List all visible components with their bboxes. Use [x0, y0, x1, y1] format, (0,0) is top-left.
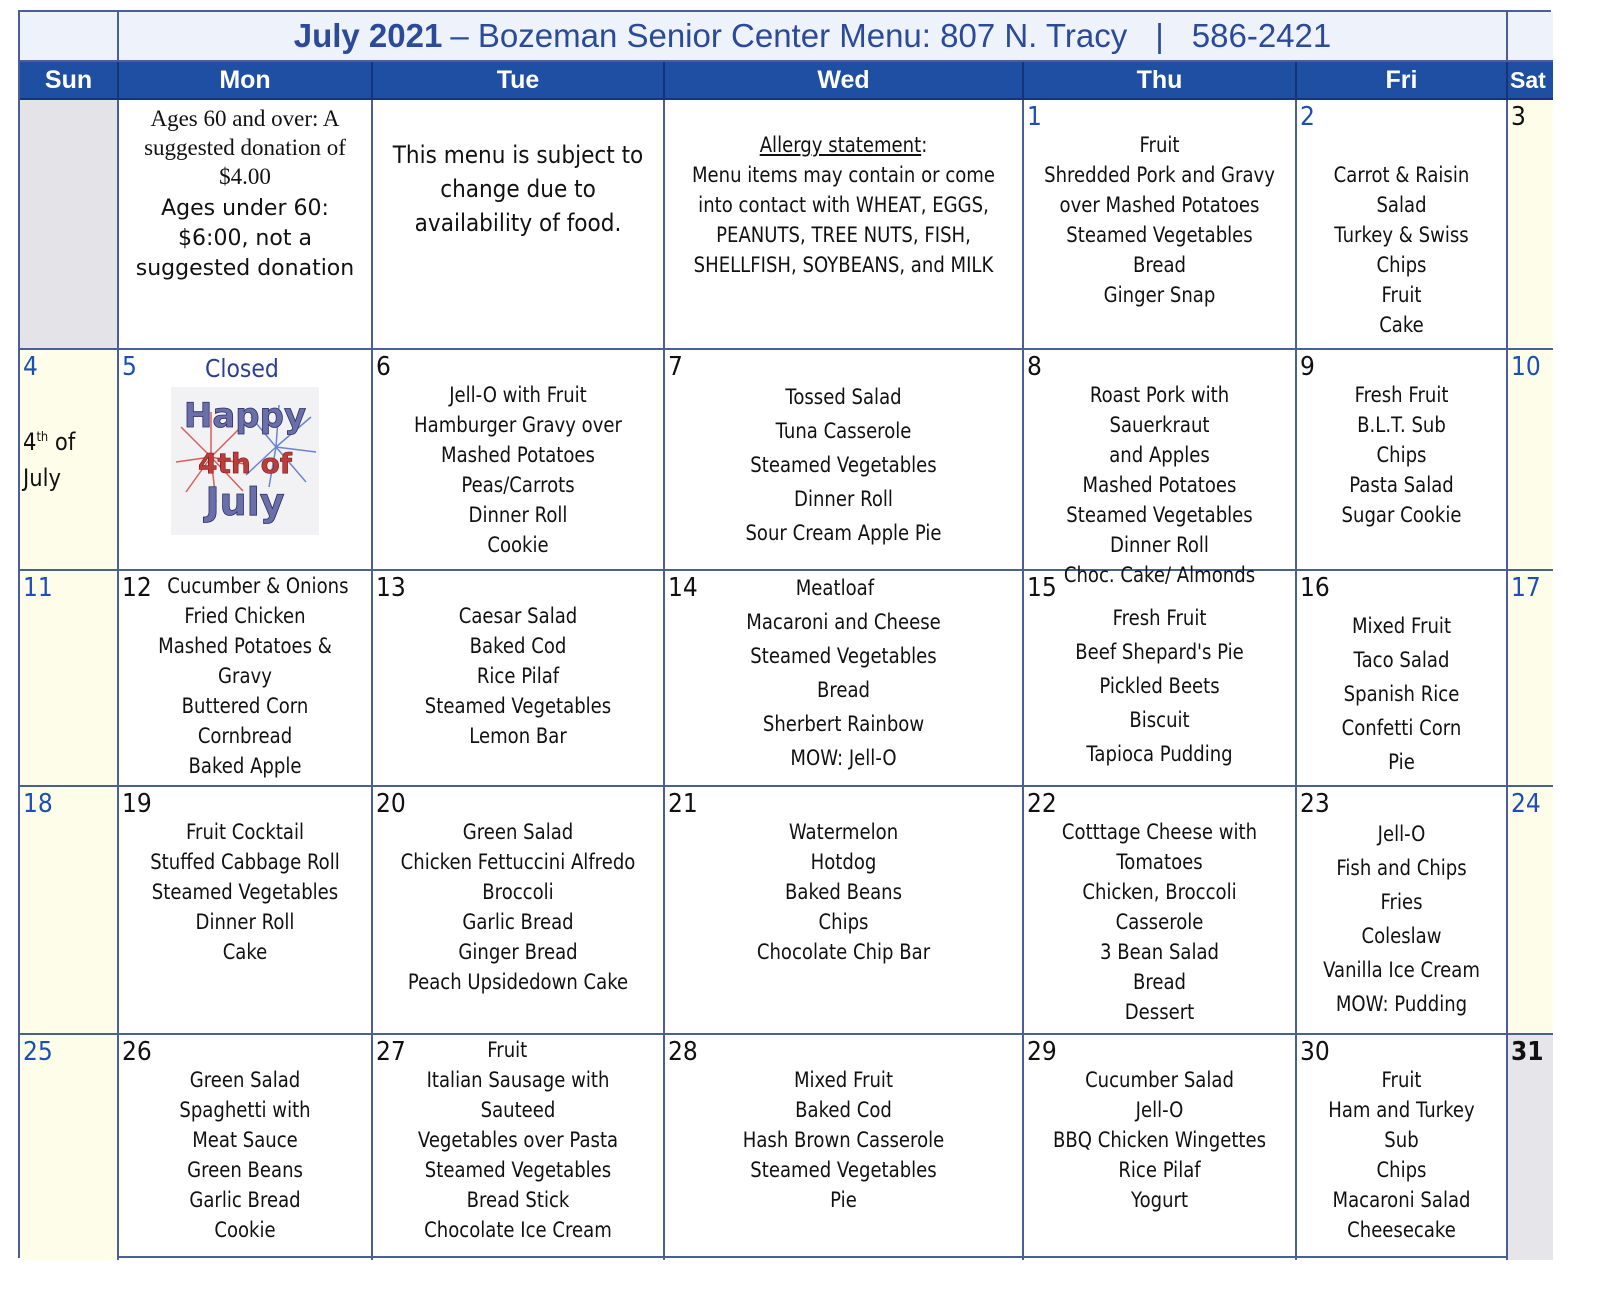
menu-item: Jell-O: [1377, 822, 1426, 846]
day-cell: [119, 1035, 373, 1260]
holiday-label: [23, 420, 75, 496]
menu-item: Sherbert Rainbow: [762, 712, 925, 736]
menu-item: over Mashed Potatoes: [1059, 193, 1260, 217]
day-header-sun: Sun: [20, 62, 119, 100]
menu-item: Hamburger Gravy over: [414, 413, 622, 437]
menu-item: Fried Chicken: [184, 604, 306, 628]
menu-items: [1043, 817, 1276, 1027]
allergy-statement: Menu items may contain or come into contact with WHEAT, EGGS, PEANUTS, TREE NUTS, FISH, SHELLFISH, SOYBEANS, and MILK: [691, 163, 996, 277]
allergy-cell: [665, 100, 1024, 350]
menu-item: Stuffed Cabbage Roll: [150, 850, 340, 874]
title-text: – Bozeman Senior Center Menu: 807 N. Tracy: [450, 17, 1128, 54]
day-number: 4: [23, 352, 38, 382]
menu-item: Lemon Bar: [469, 724, 567, 748]
menu-item: Macaroni Salad: [1332, 1188, 1471, 1212]
title-corner-left: [20, 12, 119, 62]
menu-item: Broccoli: [482, 880, 554, 904]
menu-item: Green Salad: [189, 1068, 301, 1092]
menu-item: B.L.T. Sub: [1357, 413, 1446, 437]
menu-item: Chips: [818, 910, 869, 934]
menu-item: Vegetables over Pasta: [417, 1128, 619, 1152]
menu-item: Fruit: [1381, 283, 1422, 307]
menu-item: MOW: Jell-O: [790, 746, 897, 770]
fireworks-icon: [171, 387, 319, 535]
menu-item: Biscuit: [1129, 708, 1190, 732]
donation-over-60: Ages 60 and over: A suggested donation of $4.00: [144, 106, 346, 189]
menu-item: Dinner Roll: [794, 487, 893, 511]
day-cell: [665, 787, 1024, 1035]
menu-item: Jell-O: [1135, 1098, 1184, 1122]
menu-item: Caesar Salad: [458, 604, 578, 628]
menu-items: [393, 380, 642, 560]
day-cell: [1297, 787, 1508, 1035]
image-text-line-3: July: [205, 480, 285, 524]
menu-item: Mashed Potatoes: [1082, 473, 1237, 497]
menu-item: Bread Stick: [466, 1188, 570, 1212]
menu-items-rest: [393, 1065, 642, 1245]
menu-item: Rice Pilaf: [1118, 1158, 1201, 1182]
day-header-sat: Sat: [1508, 62, 1553, 100]
menu-item: Hotdog: [810, 850, 877, 874]
menu-items-rest: [137, 601, 354, 781]
menu-item: and Apples: [1109, 443, 1210, 467]
menu-item: Baked Apple: [188, 754, 302, 778]
day-number: 8: [1027, 352, 1042, 382]
menu-item: Mashed Potatoes: [441, 443, 595, 467]
menu-item: Mixed Fruit: [793, 1068, 894, 1092]
menu-items: [690, 817, 997, 967]
menu-item: Chips: [1376, 443, 1427, 467]
day-header-wed: Wed: [665, 62, 1024, 100]
menu-items: [137, 1065, 354, 1245]
menu-item: Fries: [1380, 890, 1423, 914]
menu-item: Fresh Fruit: [1354, 383, 1449, 407]
menu-item: Cheesecake: [1347, 1218, 1456, 1242]
page-title: [119, 12, 1508, 62]
menu-items-rest: [690, 605, 997, 775]
menu-item: Fruit: [1139, 133, 1180, 157]
holiday-label-of: of: [48, 428, 76, 456]
menu-item: Cornbread: [197, 724, 293, 748]
day-number: 2: [1300, 102, 1315, 132]
day-cell: [665, 571, 1024, 787]
menu-item: Tomatoes: [1116, 850, 1203, 874]
menu-item: Cookie: [487, 533, 549, 557]
menu-item: Bread: [1132, 970, 1187, 994]
day-number: 16: [1300, 573, 1330, 603]
menu-item: Steamed Vegetables: [1066, 503, 1253, 527]
day-cell: [1508, 350, 1553, 571]
menu-item: Cucumber Salad: [1085, 1068, 1234, 1092]
menu-item: Baked Cod: [469, 634, 567, 658]
menu-change-notice: This menu is subject to change due to availability of food.: [392, 141, 644, 237]
day-number: 19: [122, 789, 152, 819]
menu-item: Fruit Cocktail: [185, 820, 305, 844]
day-number: 28: [668, 1037, 698, 1067]
donation-info-cell: [119, 100, 373, 350]
menu-item: Pasta Salad: [1349, 473, 1454, 497]
menu-item: Carrot & Raisin Salad: [1333, 163, 1470, 217]
menu-item: Steamed Vegetables: [424, 1158, 612, 1182]
menu-item: Choc. Cake/ Almonds: [1063, 563, 1256, 587]
menu-item: Chicken, Broccoli Casserole: [1082, 880, 1237, 934]
day-cell: [119, 571, 373, 787]
menu-item: MOW: Pudding: [1335, 992, 1468, 1016]
menu-item: Steamed Vegetables: [151, 880, 339, 904]
day-number: 25: [23, 1037, 53, 1067]
menu-items: [137, 817, 354, 967]
menu-item: Shredded Pork and Gravy: [1044, 163, 1275, 187]
menu-item: Baked Beans: [784, 880, 903, 904]
menu-item: Dessert: [1124, 1000, 1195, 1024]
menu-item: Chocolate Ice Cream: [424, 1218, 612, 1242]
phone-number: 586-2421: [1191, 17, 1332, 54]
day-number: 23: [1300, 789, 1330, 819]
day-cell: [20, 1035, 119, 1260]
menu-item: Tapioca Pudding: [1086, 742, 1233, 766]
menu-item: Chips: [1376, 1158, 1427, 1182]
menu-item: Steamed Vegetables: [750, 453, 937, 477]
menu-change-cell: [373, 100, 665, 350]
day-number: 27: [376, 1037, 406, 1067]
menu-item: Vanilla Ice Cream: [1323, 958, 1480, 982]
menu-items: [1043, 1065, 1276, 1215]
menu-item: Italian Sausage with Sauteed: [426, 1068, 610, 1122]
day-number: 30: [1300, 1037, 1330, 1067]
image-text-line-1: Happy: [183, 396, 307, 436]
menu-items: [1312, 1065, 1492, 1245]
holiday-label-july: July: [23, 464, 61, 492]
day-cell: [1297, 100, 1508, 350]
day-number: 10: [1511, 352, 1541, 382]
menu-item: Meat Sauce: [192, 1128, 298, 1152]
day-cell: [119, 350, 373, 571]
menu-item: Mixed Fruit: [1351, 614, 1452, 638]
day-number: 3: [1511, 102, 1526, 132]
menu-item: Pie: [830, 1188, 857, 1212]
menu-item: Dinner Roll: [468, 503, 568, 527]
empty-cell: [20, 100, 119, 350]
menu-item: Dinner Roll: [1110, 533, 1209, 557]
menu-item: Beef Shepard's Pie: [1075, 640, 1244, 664]
menu-item: Pie: [1388, 750, 1415, 774]
day-number: 15: [1027, 573, 1057, 603]
menu-calendar: [18, 10, 1551, 1258]
day-number: 26: [122, 1037, 152, 1067]
allergy-title: Allergy statement: [759, 133, 922, 157]
menu-item: Garlic Bread: [462, 910, 574, 934]
menu-items: [137, 571, 354, 781]
day-cell: [1508, 571, 1553, 787]
day-cell: [20, 787, 119, 1035]
menu-item: Confetti Corn: [1341, 716, 1462, 740]
day-number: 31: [1511, 1037, 1544, 1067]
menu-item: Steamed Vegetables: [750, 644, 937, 668]
menu-item: Steamed Vegetables: [750, 1158, 937, 1182]
day-cell: [665, 1035, 1024, 1260]
day-header-thu: Thu: [1024, 62, 1297, 100]
day-cell: [1297, 571, 1508, 787]
menu-item: Cake: [222, 940, 268, 964]
day-cell: [20, 571, 119, 787]
menu-items: [690, 1065, 997, 1215]
menu-item: Fish and Chips: [1336, 856, 1467, 880]
day-number: 12: [122, 573, 152, 603]
menu-item: Rice Pilaf: [476, 664, 560, 688]
menu-item: Sugar Cookie: [1341, 503, 1462, 527]
day-cell: [1508, 787, 1553, 1035]
day-number: 6: [376, 352, 391, 382]
menu-items: [393, 1035, 642, 1245]
menu-item: Ham and Turkey Sub: [1328, 1098, 1475, 1152]
day-number: 5: [122, 352, 137, 382]
menu-item: Spaghetti with: [179, 1098, 311, 1122]
menu-items: [690, 380, 997, 550]
menu-item: Chocolate Chip Bar: [756, 940, 931, 964]
title-corner-right: [1508, 12, 1553, 62]
day-cell: [373, 787, 665, 1035]
menu-item: Green Beans: [187, 1158, 303, 1182]
menu-items: [1312, 609, 1492, 779]
day-number: 7: [668, 352, 683, 382]
menu-item: Watermelon: [788, 820, 899, 844]
menu-item: Steamed Vegetables: [1066, 223, 1253, 247]
menu-item: Macaroni and Cheese: [746, 610, 941, 634]
holiday-label-4: 4: [23, 428, 37, 456]
menu-item: Bread: [1132, 253, 1187, 277]
menu-item: Jell-O with Fruit: [449, 383, 587, 407]
menu-item: Dinner Roll: [195, 910, 295, 934]
menu-item: Tossed Salad: [785, 385, 902, 409]
menu-items: [393, 601, 642, 751]
menu-item: Fresh Fruit: [1112, 606, 1207, 630]
day-number: 11: [23, 573, 53, 603]
day-number: 21: [668, 789, 698, 819]
menu-items: [1312, 160, 1492, 340]
menu-item: Sour Cream Apple Pie: [745, 521, 942, 545]
image-text-line-2: 4th of: [198, 447, 292, 480]
menu-item: Turkey & Swiss: [1334, 223, 1469, 247]
day-cell: [1024, 571, 1297, 787]
menu-item: Peas/Carrots: [461, 473, 575, 497]
closed-label: Closed: [205, 354, 279, 383]
menu-item: Ginger Bread: [458, 940, 578, 964]
day-cell: [373, 571, 665, 787]
menu-item: Green Salad: [462, 820, 574, 844]
menu-items: [1043, 601, 1276, 771]
day-cell: [373, 350, 665, 571]
day-cell: [1024, 787, 1297, 1035]
day-number: 14: [668, 573, 698, 603]
menu-item: Baked Cod: [795, 1098, 892, 1122]
day-number: 22: [1027, 789, 1057, 819]
day-number: 18: [23, 789, 53, 819]
day-header-fri: Fri: [1297, 62, 1508, 100]
happy-4th-of-july-image: [171, 387, 319, 535]
day-number: 17: [1511, 573, 1541, 603]
menu-item: Cookie: [214, 1218, 276, 1242]
menu-item: Cake: [1379, 313, 1424, 337]
day-number: 29: [1027, 1037, 1057, 1067]
menu-items: [393, 817, 642, 997]
menu-item: Chicken Fettuccini Alfredo: [400, 850, 636, 874]
day-cell: [1024, 100, 1297, 350]
menu-item: Fruit: [1381, 1068, 1422, 1092]
menu-item: Garlic Bread: [189, 1188, 301, 1212]
menu-items: [1043, 380, 1276, 590]
day-cell: [1024, 350, 1297, 587]
menu-item-first: Meatloaf: [795, 576, 875, 600]
menu-item: Roast Pork with Sauerkraut: [1089, 383, 1230, 437]
holiday-label-th: th: [36, 430, 49, 445]
menu-item: Cotttage Cheese with: [1061, 820, 1258, 844]
day-cell: [665, 350, 1024, 571]
title-separator: |: [1155, 17, 1164, 54]
day-cell: [1297, 350, 1508, 571]
menu-item: Peach Upsidedown Cake: [407, 970, 629, 994]
allergy-colon: :: [921, 133, 928, 157]
menu-item: 3 Bean Salad: [1099, 940, 1220, 964]
title-month: July 2021: [293, 17, 443, 54]
menu-item: BBQ Chicken Wingettes: [1052, 1128, 1267, 1152]
menu-item: Chips: [1376, 253, 1427, 277]
day-cell: [119, 787, 373, 1035]
menu-item: Hash Brown Casserole: [742, 1128, 945, 1152]
menu-items: [1043, 130, 1276, 310]
day-number: 24: [1511, 789, 1541, 819]
day-cell: [1297, 1035, 1508, 1260]
menu-item-first: Cucumber & Onions: [167, 574, 349, 598]
menu-item-first: Fruit: [487, 1038, 528, 1062]
day-number: 9: [1300, 352, 1315, 382]
menu-item: Buttered Corn: [181, 694, 309, 718]
menu-item: Tuna Casserole: [775, 419, 912, 443]
menu-item: Pickled Beets: [1099, 674, 1220, 698]
day-header-mon: Mon: [119, 62, 373, 100]
day-cell: [20, 350, 119, 571]
donation-under-60: Ages under 60: $6:00, not a suggested donation: [135, 196, 355, 281]
menu-items: [1312, 817, 1492, 1021]
day-cell: [1508, 100, 1553, 350]
menu-item: Mashed Potatoes & Gravy: [158, 634, 332, 688]
menu-item: Ginger Snap: [1103, 283, 1216, 307]
menu-items: [1312, 380, 1492, 530]
menu-item: Steamed Vegetables: [424, 694, 612, 718]
day-cell: [373, 1035, 665, 1260]
menu-item: Bread: [816, 678, 871, 702]
day-cell: [1024, 1035, 1297, 1260]
day-number: 20: [376, 789, 406, 819]
menu-item: Yogurt: [1130, 1188, 1189, 1212]
menu-items: [690, 571, 997, 775]
day-cell: [1508, 1035, 1553, 1260]
menu-item: Coleslaw: [1361, 924, 1442, 948]
menu-item: Taco Salad: [1353, 648, 1450, 672]
day-number: 1: [1027, 102, 1042, 132]
day-header-tue: Tue: [373, 62, 665, 100]
menu-item: Spanish Rice: [1343, 682, 1460, 706]
day-number: 13: [376, 573, 406, 603]
